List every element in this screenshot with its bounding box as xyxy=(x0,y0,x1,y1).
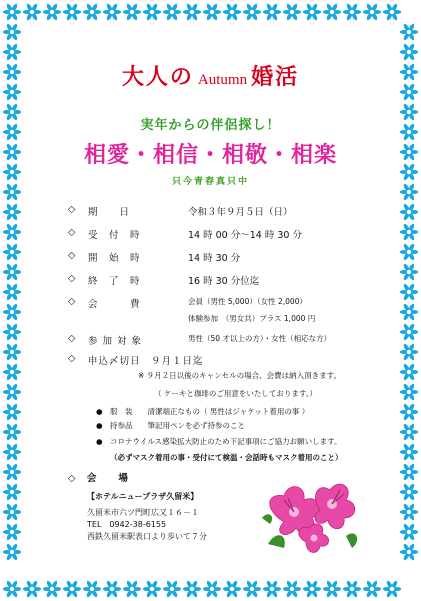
snowflake-icon xyxy=(3,223,21,241)
snowflake-icon xyxy=(3,3,21,21)
snowflake-icon xyxy=(43,3,61,21)
snowflake-icon xyxy=(3,83,21,101)
snowflake-icon xyxy=(400,203,418,221)
snowflake-icon xyxy=(3,423,21,441)
item-bullet-icon: ◇ xyxy=(68,333,77,344)
snowflake-icon xyxy=(3,243,21,261)
item-label: 受 付 時 xyxy=(88,230,141,241)
snowflake-icon xyxy=(400,23,418,41)
covid-note: コロナウイルス感染拡大防止のため下記事項にご協力お願いします。 xyxy=(110,437,342,446)
snowflake-icon xyxy=(63,580,81,598)
snowflake-icon xyxy=(383,580,401,598)
snowflake-icon xyxy=(3,363,21,381)
flyer-content xyxy=(26,26,395,575)
bring-label: 持参品 xyxy=(110,421,133,430)
snowflake-icon xyxy=(3,403,21,421)
bring-value: 筆記用ペンを必ず持参のこと xyxy=(147,421,246,430)
venue-name: 【ホテルニュープラザ久留米】 xyxy=(87,492,199,501)
snowflake-icon xyxy=(400,383,418,401)
snowflake-icon xyxy=(323,3,341,21)
item-label: 終 了 時 xyxy=(88,276,141,287)
snowflake-icon xyxy=(400,483,418,501)
snowflake-icon xyxy=(83,3,101,21)
dress-label: 服 装 xyxy=(110,407,133,416)
snowflake-icon xyxy=(3,543,21,561)
snowflake-icon xyxy=(400,83,418,101)
snowflake-icon xyxy=(123,580,141,598)
snowflake-icon xyxy=(3,63,21,81)
title-autumn: Autumn xyxy=(197,72,248,88)
item-value: 体験参加 （男女共）プラス 1,000 円 xyxy=(188,314,316,323)
snowflake-icon xyxy=(400,183,418,201)
snowflake-icon xyxy=(103,3,121,21)
snowflake-icon xyxy=(400,63,418,81)
snowflake-icon xyxy=(363,580,381,598)
snowflake-icon xyxy=(163,580,181,598)
snowflake-icon xyxy=(3,283,21,301)
snowflake-icon xyxy=(3,503,21,521)
item-label: 参 加 対 象 xyxy=(88,336,143,347)
dress-row xyxy=(96,406,309,417)
snowflake-icon xyxy=(400,423,418,441)
title-part2: 婚活 xyxy=(251,64,300,90)
snowflake-icon xyxy=(203,580,221,598)
snowflake-icon xyxy=(400,303,418,321)
dress-bullet-icon: ● xyxy=(96,407,111,416)
snowflake-icon xyxy=(243,580,261,598)
snowflake-icon xyxy=(400,123,418,141)
snowflake-icon xyxy=(23,580,41,598)
venue-tel: TEL 0942-38-6155 xyxy=(87,520,167,529)
covid-bullet-icon: ● xyxy=(96,437,111,446)
snowflake-icon xyxy=(400,243,418,261)
snowflake-icon xyxy=(400,163,418,181)
subtitle: 実年からの伴侶探し！ xyxy=(140,118,281,133)
snowflake-icon xyxy=(3,383,21,401)
bring-row xyxy=(96,420,245,431)
item-label: 会 費 xyxy=(88,299,141,310)
snowflake-icon xyxy=(43,580,61,598)
snowflake-icon xyxy=(223,580,241,598)
snowflake-icon xyxy=(3,143,21,161)
snowflake-icon xyxy=(400,323,418,341)
snowflake-icon xyxy=(3,323,21,341)
snowflake-icon xyxy=(400,143,418,161)
item-value: 男性（50 才以上の方）・女性（相応な方） xyxy=(188,334,332,343)
snowflake-icon xyxy=(3,303,21,321)
snowflake-icon xyxy=(263,580,281,598)
snowflake-icon xyxy=(303,3,321,21)
snowflake-icon xyxy=(400,103,418,121)
snowflake-icon xyxy=(3,523,21,541)
item-bullet-icon: ◇ xyxy=(68,273,77,284)
snowflake-icon xyxy=(343,3,361,21)
snowflake-icon xyxy=(400,443,418,461)
snowflake-icon xyxy=(283,580,301,598)
snowflake-icon xyxy=(323,580,341,598)
snowflake-icon xyxy=(163,3,181,21)
snowflake-icon xyxy=(3,163,21,181)
snowflake-icon xyxy=(103,580,121,598)
snowflake-icon xyxy=(3,203,21,221)
snowflake-icon xyxy=(400,343,418,361)
snowflake-icon xyxy=(283,3,301,21)
item-bullet-icon: ◇ xyxy=(68,227,77,238)
snowflake-icon xyxy=(3,23,21,41)
recruit-text: 只今青春真只中 xyxy=(171,177,249,187)
snowflake-icon xyxy=(303,580,321,598)
snowflake-icon xyxy=(400,263,418,281)
snowflake-icon xyxy=(3,343,21,361)
snowflake-icon xyxy=(363,3,381,21)
snowflake-icon xyxy=(3,580,21,598)
snowflake-icon xyxy=(3,123,21,141)
snowflake-icon xyxy=(400,543,418,561)
cake-note: （ ケーキと珈琲のご用意をいたしております。） xyxy=(154,389,318,398)
snowflake-icon xyxy=(343,580,361,598)
item-value: 16 時 30 分位迄 xyxy=(188,276,260,287)
snowflake-icon xyxy=(3,443,21,461)
snowflake-icon xyxy=(23,3,41,21)
snowflake-icon xyxy=(400,363,418,381)
snowflake-icon xyxy=(143,3,161,21)
main-title xyxy=(26,60,395,91)
snowflake-icon xyxy=(400,463,418,481)
bring-bullet-icon: ● xyxy=(96,421,111,430)
snowflake-icon xyxy=(243,3,261,21)
snowflake-icon xyxy=(183,3,201,21)
venue-heading xyxy=(68,470,129,484)
item-label: 期 日 xyxy=(88,207,131,218)
snowflake-icon xyxy=(400,43,418,61)
venue-address: 久留米市六ツ門町広又１６－１ xyxy=(87,508,199,517)
item-value: 14 時 00 分～14 時 30 分 xyxy=(188,230,302,241)
snowflake-icon xyxy=(263,3,281,21)
item-bullet-icon: ◇ xyxy=(68,250,77,261)
snowflake-icon xyxy=(400,503,418,521)
item-label: 開 始 時 xyxy=(88,253,141,264)
item-value: 14 時 30 分 xyxy=(188,253,241,264)
snowflake-icon xyxy=(63,3,81,21)
headline: 相愛・相信・相敬・相楽 xyxy=(83,143,337,168)
item-bullet-icon: ◇ xyxy=(68,353,77,364)
snowflake-icon xyxy=(3,103,21,121)
snowflake-icon xyxy=(400,523,418,541)
dress-value: 清潔端正なもの（ 男性はジャケット着用の事 ） xyxy=(147,407,310,416)
item-value: 会員（男性 5,000）（女性 2,000） xyxy=(188,297,307,306)
snowflake-icon xyxy=(3,483,21,501)
snowflake-icon xyxy=(223,3,241,21)
snowflake-icon xyxy=(3,463,21,481)
venue-access: 西鉄久留米駅表口より歩いて７分 xyxy=(87,532,207,541)
title-part1: 大人の xyxy=(121,64,194,90)
azalea-flower-illustration xyxy=(254,470,364,560)
item-bullet-icon: ◇ xyxy=(68,204,77,215)
venue-label: 会 場 xyxy=(86,473,129,484)
snowflake-icon xyxy=(383,3,401,21)
venue-bullet-icon: ◇ xyxy=(68,473,77,484)
snowflake-icon xyxy=(400,283,418,301)
snowflake-icon xyxy=(400,223,418,241)
snowflake-icon xyxy=(203,3,221,21)
snowflake-icon xyxy=(83,580,101,598)
item-label: 申込〆切日 ９月１日迄 xyxy=(88,356,204,367)
item-value: 令和３年９月５日（日） xyxy=(188,207,293,218)
snowflake-icon xyxy=(143,580,161,598)
mask-note: （必ずマスク着用の事・受付にて検温・会話時もマスク着用のこと） xyxy=(110,453,343,462)
snowflake-icon xyxy=(183,580,201,598)
covid-row xyxy=(96,436,342,447)
snowflake-icon xyxy=(3,183,21,201)
item-bullet-icon: ◇ xyxy=(68,296,77,307)
snowflake-icon xyxy=(3,43,21,61)
snowflake-icon xyxy=(123,3,141,21)
snowflake-icon xyxy=(3,263,21,281)
cancel-note: ※ ９月２日以後のキャンセルの場合、会費は納入頂きます。 xyxy=(138,371,342,380)
snowflake-icon xyxy=(400,403,418,421)
